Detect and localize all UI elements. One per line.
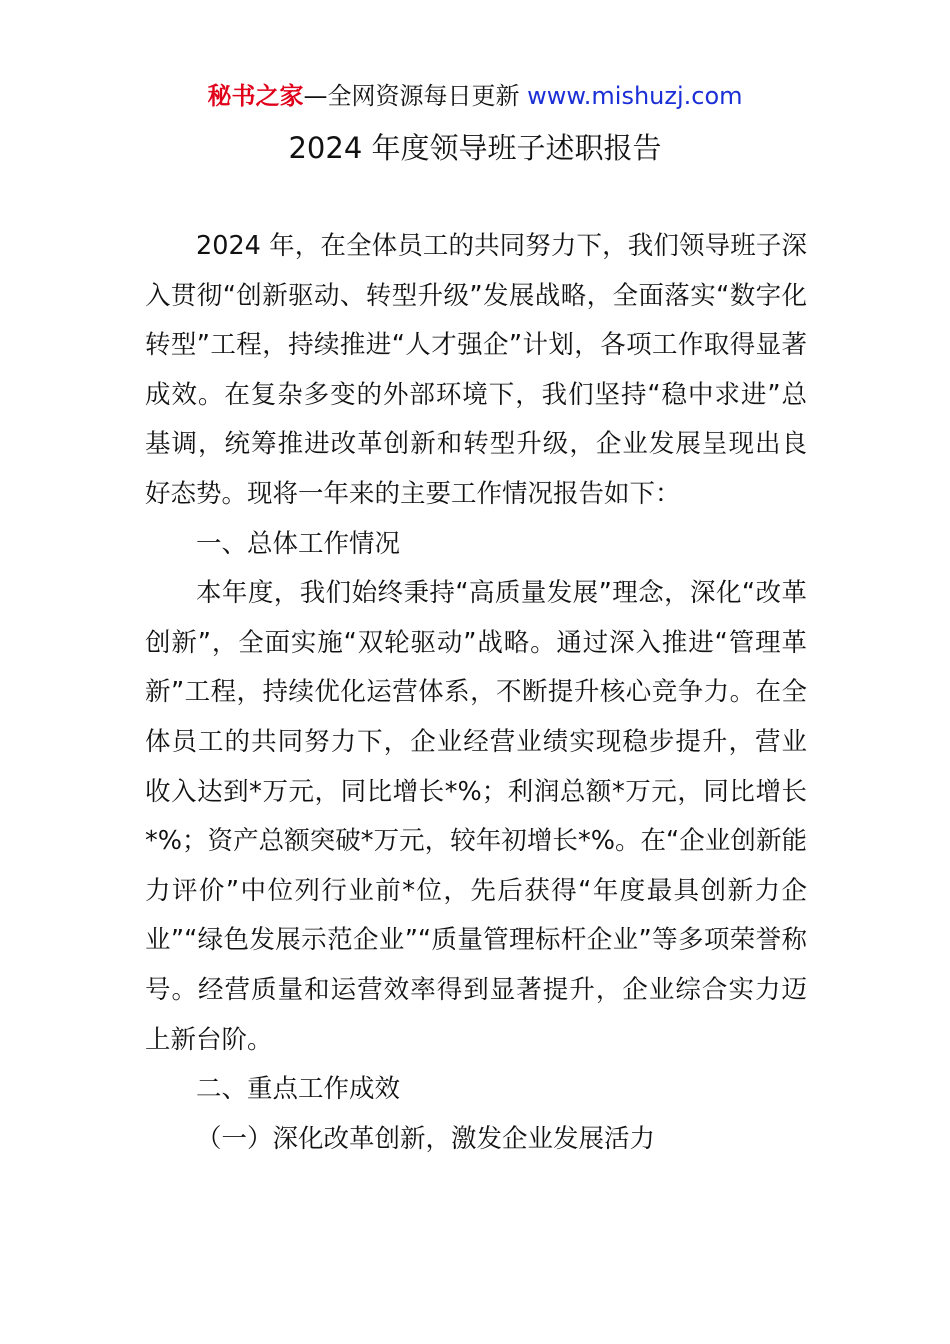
- site-header: [0, 80, 950, 112]
- intro-paragraph: 2024 年，在全体员工的共同努力下，我们领导班子深入贯彻“创新驱动、转型升级”发展战略，全面落实“数字化转型”工程，持续推进“人才强企”计划，各项工作取得显著成效。在复杂多变的外部环境下，我们坚持“稳中求进”总基调，统筹推进改革创新和转型升级，企业发展呈现出良好态势。现将一年来的主要工作情况报告如下：: [145, 231, 807, 509]
- site-url: www.mishuzj.com: [527, 82, 743, 110]
- document-body: [145, 222, 807, 1164]
- site-brand: 秘书之家: [207, 82, 304, 110]
- overall-paragraph: 本年度，我们始终秉持“高质量发展”理念，深化“改革创新”，全面实施“双轮驱动”战略。通过深入推进“管理革新”工程，持续优化运营体系，不断提升核心竞争力。在全体员工的共同努力下，企业经营业绩实现稳步提升，营业收入达到*万元，同比增长*%；利润总额*万元，同比增长*%；资产总额突破*万元，较年初增长*%。在“企业创新能力评价”中位列行业前*位，先后获得“年度最具创新力企业”“绿色发展示范企业”“质量管理标杆企业”等多项荣誉称号。经营质量和运营效率得到显著提升，企业综合实力迈上新台阶。: [145, 578, 807, 1055]
- section-heading-overall: 一、总体工作情况: [196, 528, 401, 559]
- section-heading-achievements: 二、重点工作成效: [196, 1074, 401, 1105]
- subsection-heading-reform: （一）深化改革创新，激发企业发展活力: [196, 1123, 656, 1154]
- site-tagline: —全网资源每日更新: [303, 82, 528, 110]
- document-title: 2024 年度领导班子述职报告: [288, 131, 662, 165]
